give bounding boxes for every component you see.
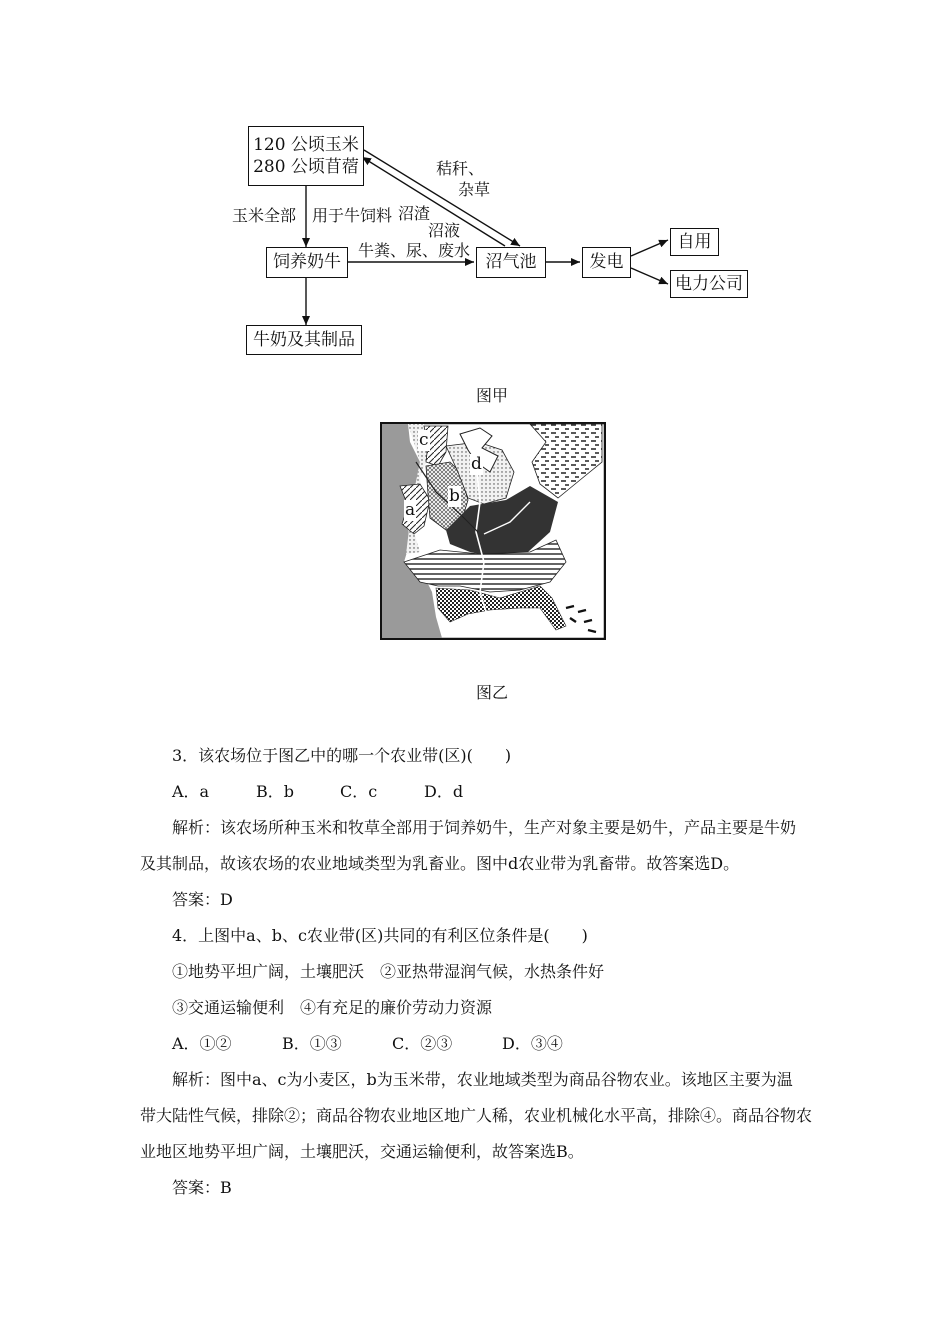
label-liquid: 沼液 xyxy=(428,221,461,240)
question-3 xyxy=(140,738,830,918)
q3-option-b: B．b xyxy=(256,782,295,801)
q3-stem: 3．该农场位于图乙中的哪一个农业带(区)( ) xyxy=(172,746,512,765)
arrow-power-to-selfuse xyxy=(631,240,668,256)
map-label-a: a xyxy=(405,500,416,520)
milk-box: 牛奶及其制品 xyxy=(246,325,362,355)
label-residue: 沼渣 xyxy=(398,204,431,223)
label-feed-right: 用于牛饲料 xyxy=(312,206,393,225)
flow-arrows xyxy=(0,0,950,400)
q3-options xyxy=(140,774,830,810)
agriculture-map xyxy=(380,422,606,640)
q3-option-c: C．c xyxy=(340,782,378,801)
q4-option-b: B．①③ xyxy=(282,1034,342,1053)
q4-stem: 4．上图中a、b、c农业带(区)共同的有利区位条件是( ) xyxy=(172,926,588,945)
q3-analysis-1: 解析：该农场所种玉米和牧草全部用于饲养奶牛，生产对象主要是奶牛，产品主要是牛奶 xyxy=(172,818,797,837)
q4-option-d: D．③④ xyxy=(502,1034,563,1053)
selfuse-box: 自用 xyxy=(670,228,719,256)
map-label-b: b xyxy=(449,486,460,506)
q4-cond-2: ③交通运输便利 ④有充足的廉价劳动力资源 xyxy=(172,998,493,1017)
question-4 xyxy=(140,918,830,1206)
label-manure: 牛粪、尿、废水 xyxy=(358,241,471,260)
q4-option-a: A．①② xyxy=(172,1034,232,1053)
q4-options xyxy=(140,1026,830,1062)
label-straw-1: 秸秆、 xyxy=(436,159,485,178)
q4-option-c: C．②③ xyxy=(392,1034,453,1053)
arrow-power-to-company xyxy=(631,268,668,284)
q3-analysis-2: 及其制品，故该农场的农业地域类型为乳畜业。图中d农业带为乳畜带。故答案选D。 xyxy=(140,854,740,873)
dairy-box: 饲养奶牛 xyxy=(266,247,348,278)
biogas-box: 沼气池 xyxy=(476,247,546,278)
caption-fig2: 图乙 xyxy=(476,683,509,702)
power-box: 发电 xyxy=(582,247,631,278)
map-label-c: c xyxy=(419,430,429,450)
q3-option-a: A．a xyxy=(172,782,210,801)
caption-fig1: 图甲 xyxy=(476,386,509,405)
q3-option-d: D．d xyxy=(424,782,464,801)
map-label-d: d xyxy=(471,454,482,474)
label-straw-2: 杂草 xyxy=(458,180,491,199)
q4-cond-1: ①地势平坦广阔，土壤肥沃 ②亚热带湿润气候，水热条件好 xyxy=(172,962,605,981)
q3-answer: 答案：D xyxy=(172,890,233,909)
q4-analysis-3: 业地区地势平坦广阔，土壤肥沃，交通运输便利，故答案选B。 xyxy=(140,1142,584,1161)
label-feed-left: 玉米全部 xyxy=(232,206,297,225)
crops-line2: 280 公顷苜蓿 xyxy=(253,157,359,177)
crops-line1: 120 公顷玉米 xyxy=(253,134,359,155)
q4-analysis-1: 解析：图中a、c为小麦区，b为玉米带，农业地域类型为商品谷物农业。该地区主要为温 xyxy=(172,1070,793,1089)
crops-box xyxy=(248,126,364,186)
q4-analysis-2: 带大陆性气候，排除②；商品谷物农业地区地广人稀，农业机械化水平高，排除④。商品谷物农 xyxy=(140,1106,813,1125)
q4-answer: 答案：B xyxy=(172,1178,232,1197)
company-box: 电力公司 xyxy=(670,270,748,298)
